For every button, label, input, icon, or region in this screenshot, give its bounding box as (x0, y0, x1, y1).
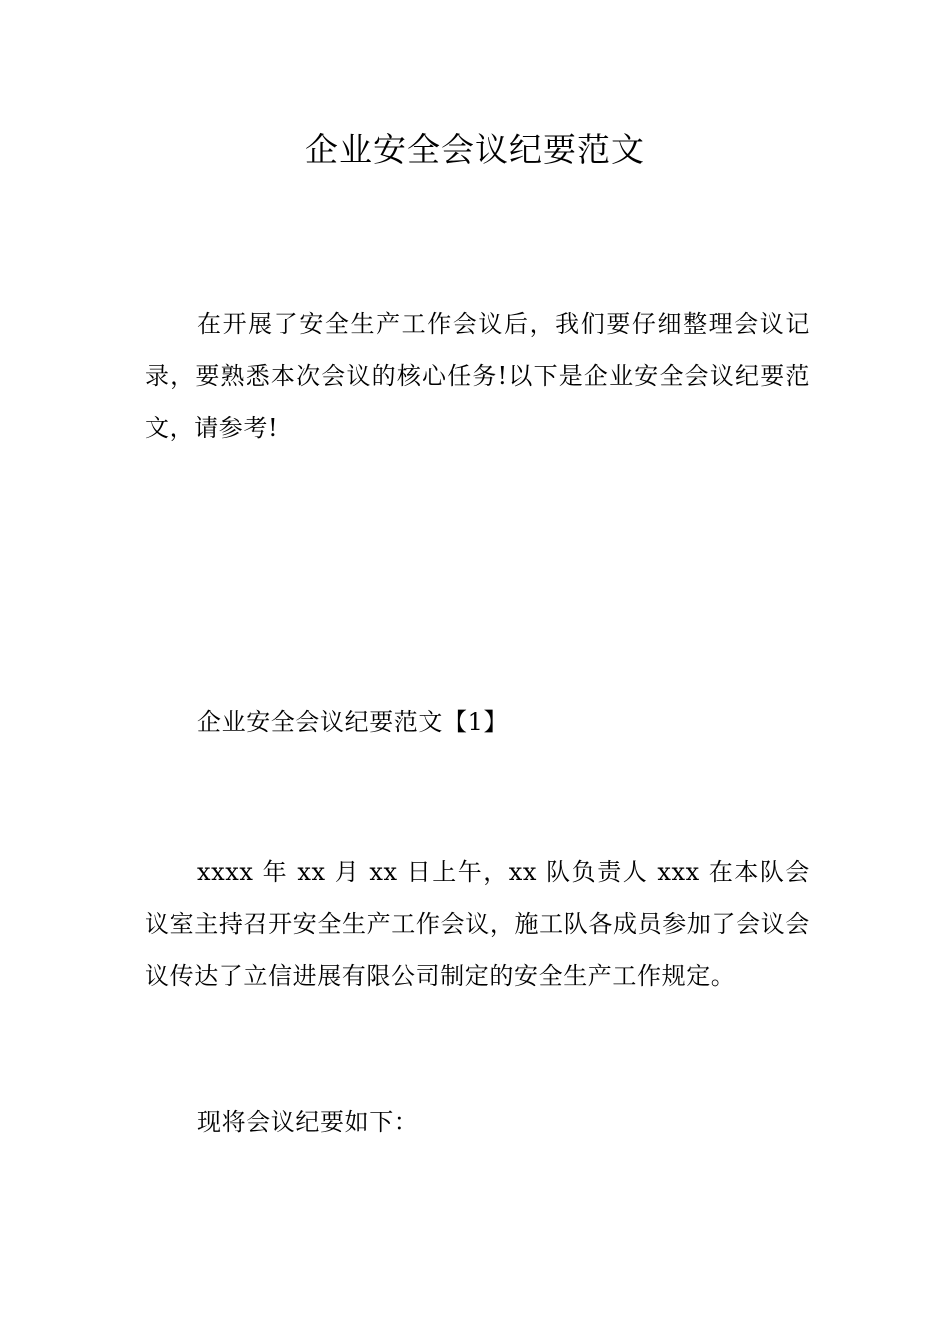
closing-line: 现将会议纪要如下： (197, 1108, 419, 1136)
intro-paragraph: 在开展了安全生产工作会议后，我们要仔细整理会议记录，要熟悉本次会议的核心任务!以下是企业安全会议纪要范文，请参考! (145, 310, 810, 442)
document-title: 企业安全会议纪要范文 (305, 130, 645, 169)
section-heading: 企业安全会议纪要范文【1】 (197, 708, 509, 736)
body-paragraph: xxxx 年 xx 月 xx 日上午，xx 队负责人 xxx 在本队会议室主持召开安全生产工作会议，施工队各成员参加了会议会议传达了立信进展有限公司制定的安全生产工作规定。 (145, 858, 810, 990)
